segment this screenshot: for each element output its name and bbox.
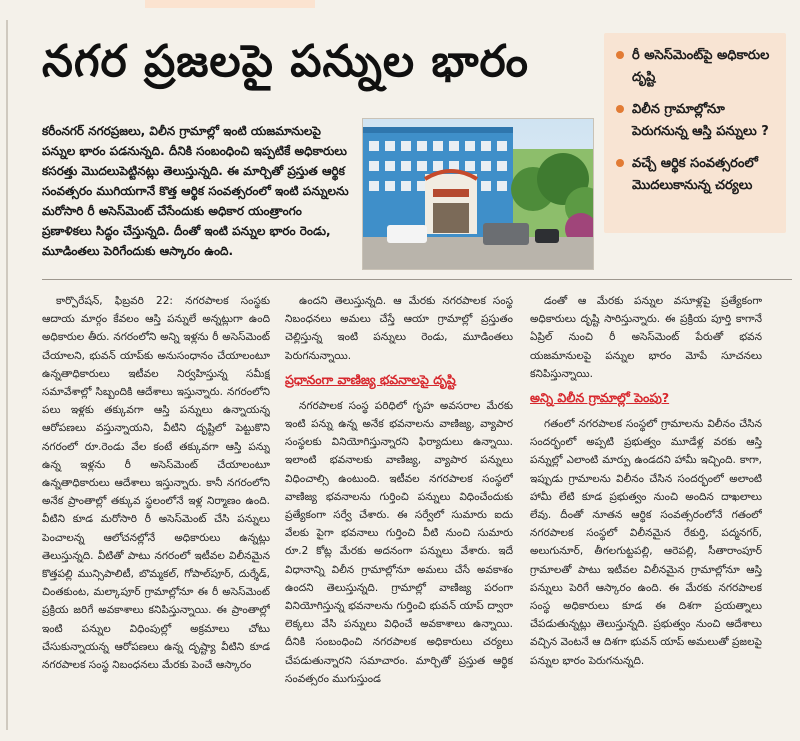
highlight-text: రీ అసెస్‌మెంట్‌పై అధికారుల దృష్టి <box>632 48 770 85</box>
highlight-text: వచ్చే ఆర్థిక సంవత్సరంలో మొదలుకానున్న చర్యలు <box>632 156 758 193</box>
left-column-rule <box>6 20 8 730</box>
subheading: అన్ని విలీన గ్రామాల్లో పెంపు? <box>530 390 670 406</box>
building-photo <box>362 118 594 270</box>
article-column-1 <box>42 292 270 732</box>
article-column-3 <box>530 292 762 732</box>
intro-paragraph: కరీంనగర్ నగరప్రజలు, విలీన గ్రామాల్లో ఇంటి యజమానులపై పన్నుల భారం పడనున్నది. దీనికి సంబంధించి ఇప్పటికే అధికారులు కసరత్తు మొదలుపెట్టినట్లు తెలుస్తున్నది. ఈ మార్చితో ప్రస్తుత ఆర్థిక సంవత్సరం ముగియగానే కొత్త ఆర్థిక సంవత్సరంలో ఇంటి పన్నులను మరోసారి రీ అసెస్‌మెంట్ చేసేందుకు అధికార యంత్రాంగం ప్రణాళికలు సిద్ధం చేస్తున్నది. దీంతో ఇంటి పన్నుల భారం రెండు, మూడింతలు పెరిగేందుకు ఆస్కారం ఉంది. <box>42 124 349 258</box>
highlights-box <box>604 33 786 233</box>
highlight-text: విలీన గ్రామాల్లోనూ పెరుగనున్న ఆస్తి పన్నులు ? <box>632 102 769 139</box>
section-divider <box>42 279 792 280</box>
top-color-strip <box>145 0 315 8</box>
highlight-item <box>616 45 780 89</box>
highlight-item <box>616 99 780 143</box>
building-illustration <box>363 119 593 269</box>
body-paragraph: కార్పొరేషన్, ఫిబ్రవరి 22: నగరపాలక సంస్థకు ఆదాయ మార్గం కేవలం ఆస్తి పన్నులే అన్నట్లుగా ఉంది అధికారుల తీరు. నగరంలోని అన్ని ఇళ్లను రీ అసెస్‌మెంట్ చేయాలని, భువన్ యాప్‌కు అనుసంధానం చేయాలంటూ ఉన్నతాధికారులు ఇటీవల నిర్వహిస్తున్న సమీక్ష సమావేశాల్లో సిబ్బందికి ఆదేశాలు ఇస్తున్నారు. నగరంలోని పలు ఇళ్లకు తక్కువగా ఆస్తి పన్నులు ఉన్నాయన్న ఆరోపణలు వస్తున్నాయని, వీటిని దృష్టిలో పెట్టుకొని నగరంలో రూ.రెండు వేల కంటే తక్కువగా ఆస్తి పన్ను ఉన్న ఇళ్లను రీ అసెస్‌మెంట్ చేయాలంటూ ఉన్నతాధికారులు ఆదేశాలు ఇస్తున్నారు. కానీ నగరంలోని అనేక ప్రాంతాల్లో తక్కువ స్థలంలోనే ఇళ్ల నిర్మాణం ఉంది. వీటిని కూడ మరోసారి రీ అసెస్‌మెంట్ చేసి పన్నులు పెంచాలన్న ఆలోచనల్లోనే అధికారులు ఉన్నట్లు తెలుస్తున్నది. వీటితో పాటు నగరంలో ఇటీవల విలీనమైన కొత్తపల్లి మున్సిపాలిటీ, బొమ్మకల్, గోపాల్‌పూర్, దుర్శేడ్, చింతకుంట, మల్కాపూర్ గ్రామాల్లోనూ ఈ రీ అసెస్‌మెంట్ ప్రక్రియ జరిగే అవకాశాలు కనిపిస్తున్నాయి. ఈ ప్రాంతాల్లో ఇంటి పన్నుల విధింపుల్లో అక్రమాలు చోటు చేసుకున్నాయన్న ఆరోపణలు ఉన్న దృష్ట్యా వీటిని కూడ నగరపాలక సంస్థ నిబంధనలు మేరకు పెంచే ఆస్కారం <box>42 295 270 672</box>
body-paragraph: గతంలో నగరపాలక సంస్థలో గ్రామాలను విలీనం చేసిన సందర్భంలో అప్పటి ప్రభుత్వం మూడేళ్ల వరకు ఆస్తి పన్నుల్లో ఎలాంటి మార్పు ఉండదని హామీ ఇచ్చింది. కాగా, ఇప్పుడు గ్రామాలను విలీనం చేసిన సందర్భంలో అలాంటి హామీ లేటి కూడ ప్రభుత్వం నుంచి అందిన దాఖలాలు లేవు. దీంతో నూతన ఆర్థిక సంవత్సరంలోనే గతంలో నగరపాలక సంస్థలో విలీనమైన రేకుర్తి, పద్మనగర్, అలుగునూర్, తీగలగుట్టపల్లి, ఆరెపల్లి, సీతారాంపూర్ గ్రామాలతో పాటు ఇటీవల విలీనమైన గ్రామాల్లోనూ ఆస్తి పన్నులు పెరిగే ఆస్కారం ఉంది. ఈ మేరకు నగరపాలక సంస్థ అధికారులు కూడ ఈ దిశగా ప్రయత్నాలు చేపడుతున్నట్లు తెలుస్తున్నది. ప్రభుత్వం నుంచి ఆదేశాలు వచ్చిన వెంటనే ఆ దిశగా భువన్ యాప్ అమలుతో ప్రజలపై పన్నుల భారం పెరుగనున్నది. <box>530 418 762 667</box>
body-paragraph: నగరపాలక సంస్థ పరిధిలో గృహ అవసరాల మేరకు ఇంటి పన్ను ఉన్న అనేక భవనాలను వాణిజ్య, వ్యాపార సంస్థలకు వినియోగిస్తున్నారని ఫిర్యాదులు ఉన్నాయి. ఇలాంటి భవనాలకు వాణిజ్య, వ్యాపార పన్నులు విధించాల్సి ఉంటుంది. ఇటీవల నగరపాలక సంస్థలో వాణిజ్య భవనాలను గుర్తించి పన్నులు విధించేందుకు ప్రత్యేకంగా సర్వే చేశారు. ఈ సర్వేలో సుమారు ఐదు వేలకు పైగా భవనాలు గుర్తించి వీటి నుంచి సుమారు రూ.2 కోట్ల మేరకు అదనంగా పన్నులు వేశారు. ఇదే విధానాన్ని విలీన గ్రామాల్లోనూ అమలు చేసే అవకాశం ఉందని తెలుస్తున్నది. గ్రామాల్లో వాణిజ్య పరంగా వినియోగిస్తున్న భవనాలను గుర్తించి భువన్ యాప్ ద్వారా లెక్కలు వేసి పన్నులు విధించే అవకాశాలు ఉన్నాయి. దీనికి సంబంధించి నగరపాలక అధికారులు చర్యలు చేపడుతున్నారని సమాచారం. మార్చితో ప్రస్తుత ఆర్థిక సంవత్సరం ముగుస్తుండ <box>285 399 513 685</box>
subheading: ప్రధానంగా వాణిజ్య భవనాలపై దృష్టి <box>285 371 456 387</box>
bullet-icon <box>616 105 624 113</box>
body-paragraph: డంతో ఆ మేరకు పన్నుల వసూళ్లపై ప్రత్యేకంగా అధికారులు దృష్టి సారిస్తున్నారు. ఈ ప్రక్రియ పూర్తి కాగానే ఏప్రిల్ నుంచి రీ అసెస్‌మెంట్ పేరుతో భవన యజమానులపై పన్నుల భారం మోపే సూచనలు కనిపిస్తున్నాయి. <box>530 295 762 380</box>
bullet-icon <box>616 51 624 59</box>
headline: నగర ప్రజలపై పన్నుల భారం <box>42 36 529 87</box>
highlight-item <box>616 153 780 197</box>
article-column-2 <box>285 292 513 732</box>
bullet-icon <box>616 159 624 167</box>
body-paragraph: ఉందని తెలుస్తున్నది. ఆ మేరకు నగరపాలక సంస్థ నిబంధనలు అమలు చేస్తే ఆయా గ్రామాల్లో ప్రస్తుతం చెల్లిస్తున్న ఇంటి పన్నులు రెండు, మూడింతలు పెరుగనున్నాయి. <box>285 295 513 362</box>
